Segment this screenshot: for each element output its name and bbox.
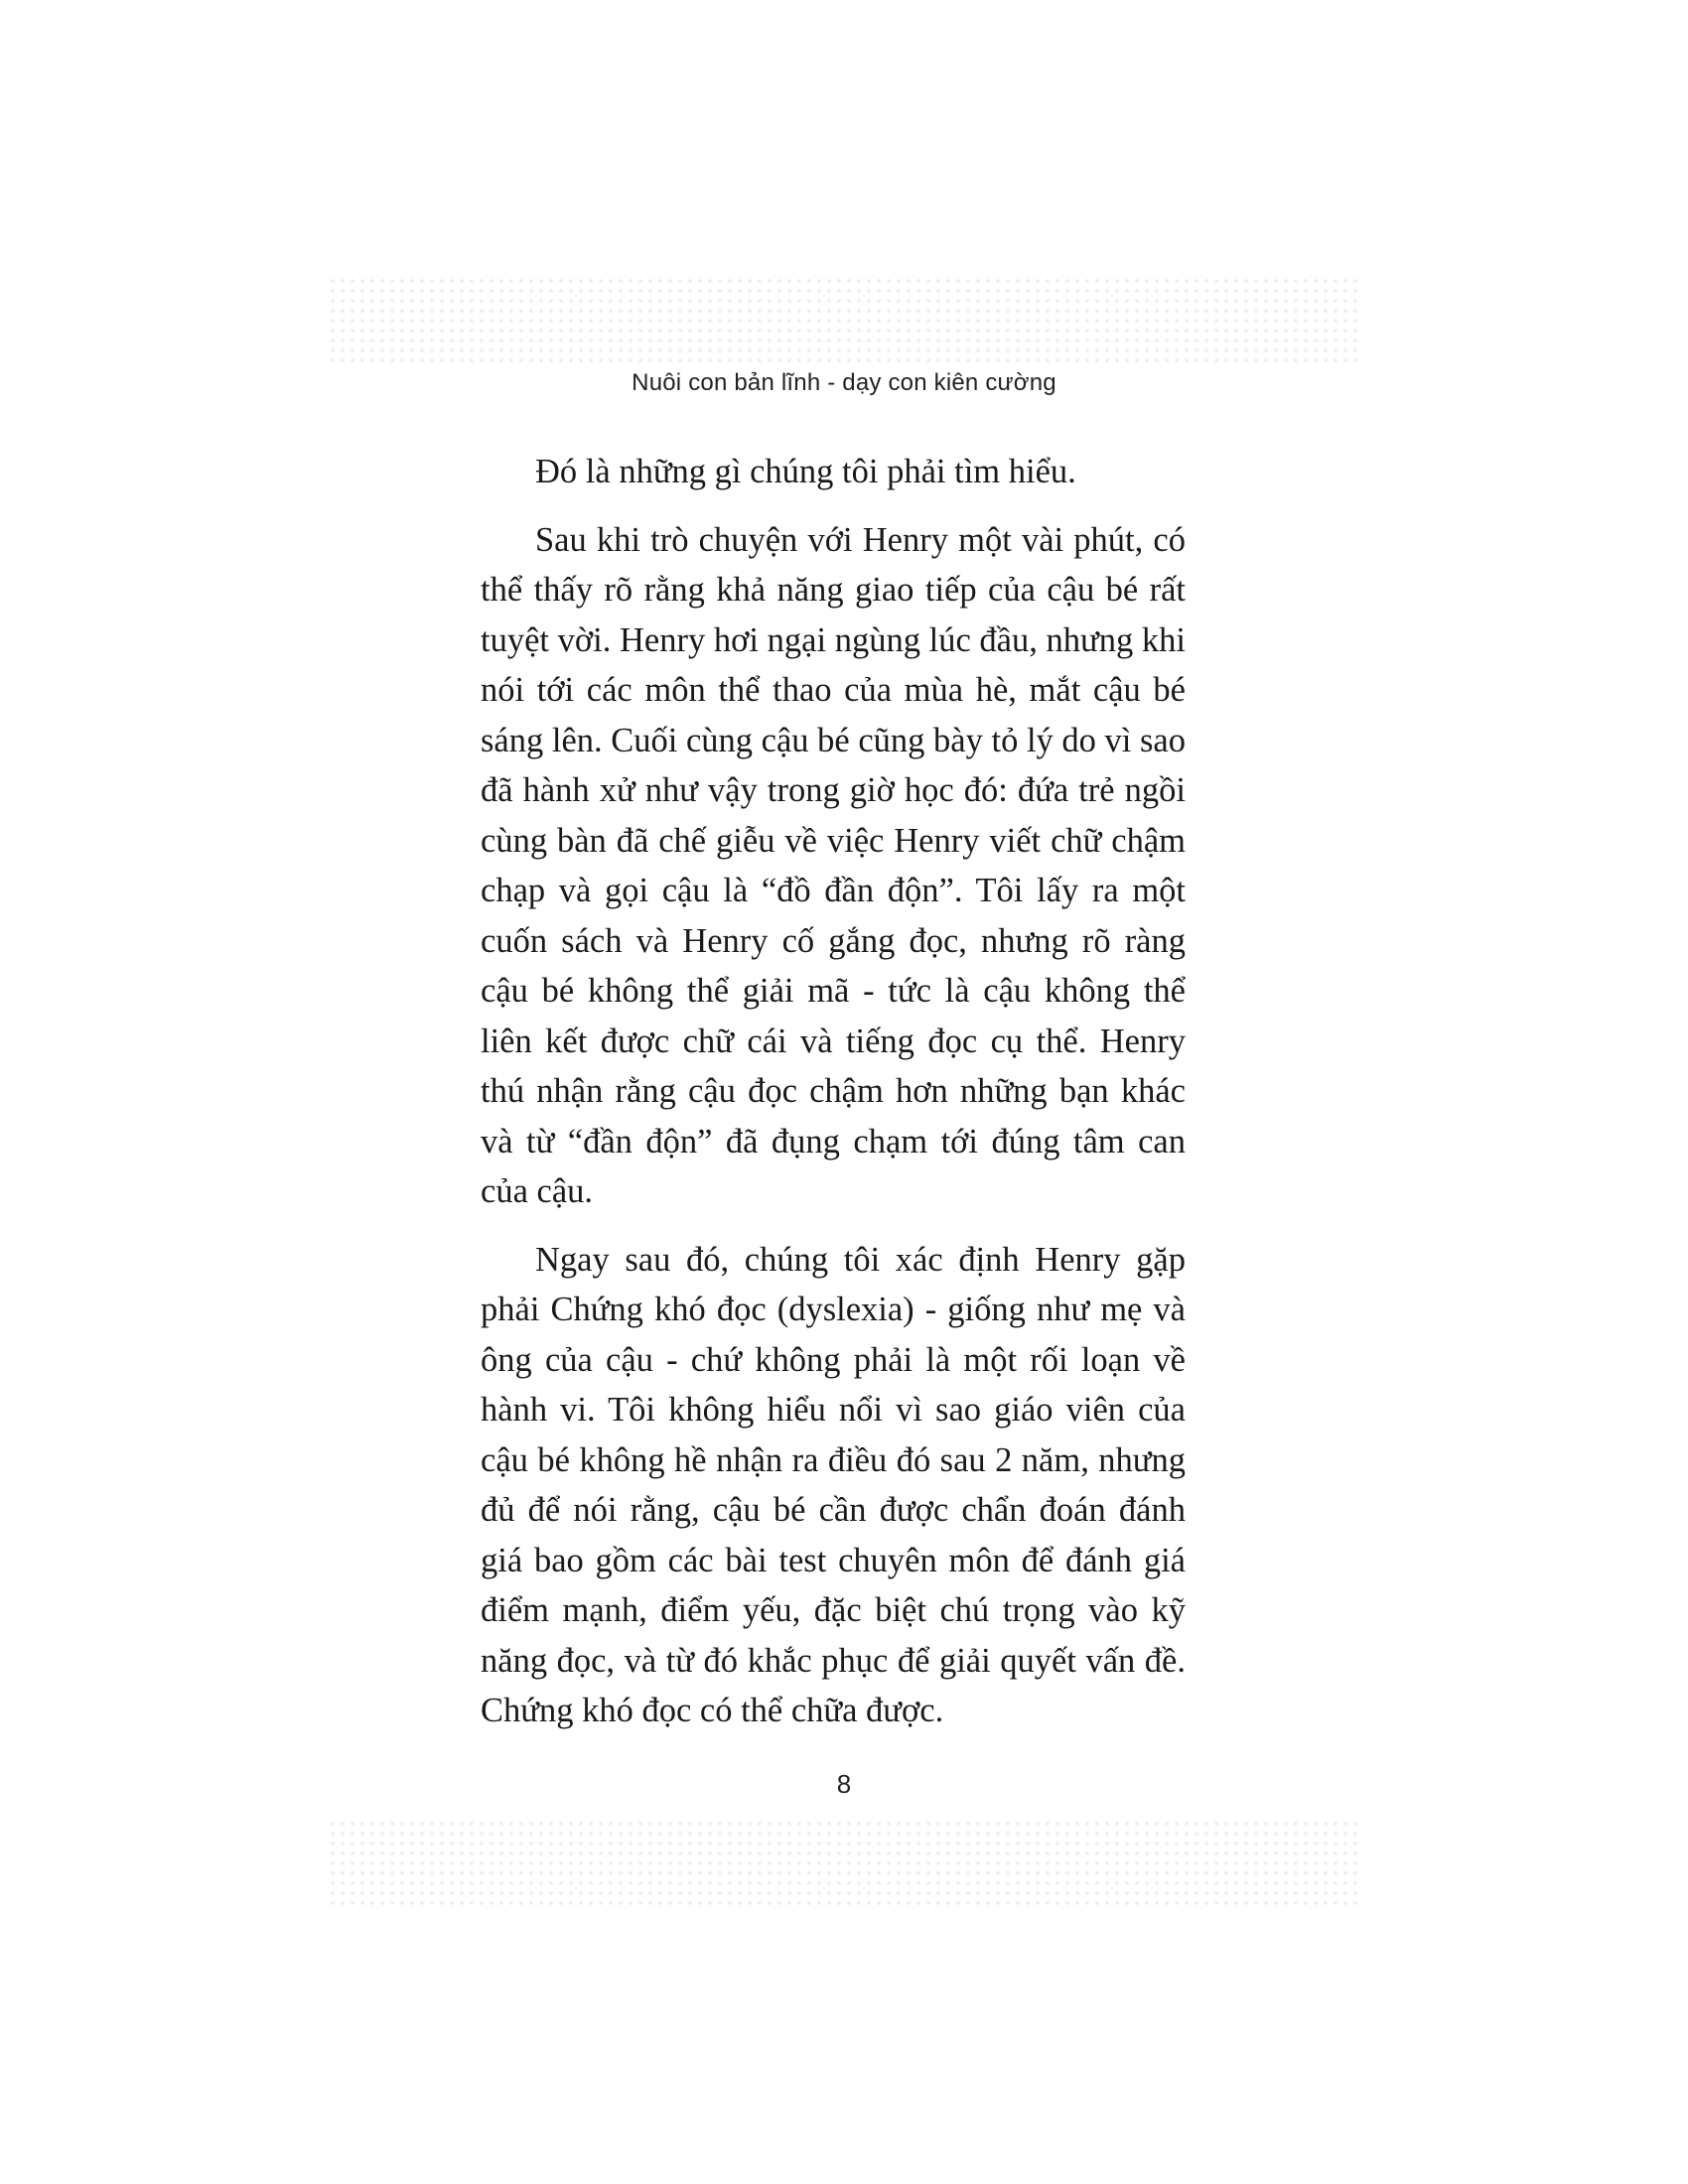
- paragraph: Sau khi trò chuyện với Henry một vài phút, có thể thấy rõ rằng khả năng giao tiếp của cậu bé rất tuyệt vời. Henry hơi ngại ngùng lúc đầu, nhưng khi nói tới các môn thể thao của mùa hè, mắt cậu bé sáng lên. Cuối cùng cậu bé cũng bày tỏ lý do vì sao đã hành xử như vậy trong giờ học đó: đứa trẻ ngồi cùng bàn đã chế giễu về việc Henry viết chữ chậm chạp và gọi cậu là “đồ đần độn”. Tôi lấy ra một cuốn sách và Henry cố gắng đọc, nhưng rõ ràng cậu bé không thể giải mã - tức là cậu không thể liên kết được chữ cái và tiếng đọc cụ thể. Henry thú nhận rằng cậu đọc chậm hơn những bạn khác và từ “đần độn” đã đụng chạm tới đúng tâm can của cậu.: [481, 520, 1186, 1210]
- page-number: 8: [836, 1769, 852, 1799]
- paragraph: Ngay sau đó, chúng tôi xác định Henry gặp phải Chứng khó đọc (dyslexia) - giống như mẹ và ông của cậu - chứ không phải là một rối loạn về hành vi. Tôi không hiểu nổi vì sao giáo viên của cậu bé không hề nhận ra điều đó sau 2 năm, nhưng đủ để nói rằng, cậu bé cần được chẩn đoán đánh giá bao gồm các bài test chuyên môn để đánh giá điểm mạnh, điểm yếu, đặc biệt chú trọng vào kỹ năng đọc, và từ đó khắc phục để giải quyết vấn đề. Chứng khó đọc có thể chữa được.: [481, 1240, 1186, 1729]
- header-dot-pattern: [328, 276, 1360, 367]
- running-header: Nuôi con bản lĩnh - dạy con kiên cường: [632, 369, 1056, 396]
- paragraph: Đó là những gì chúng tôi phải tìm hiểu.: [535, 453, 1076, 490]
- footer-dot-pattern: [328, 1819, 1360, 1910]
- body-text: [481, 447, 1186, 1754]
